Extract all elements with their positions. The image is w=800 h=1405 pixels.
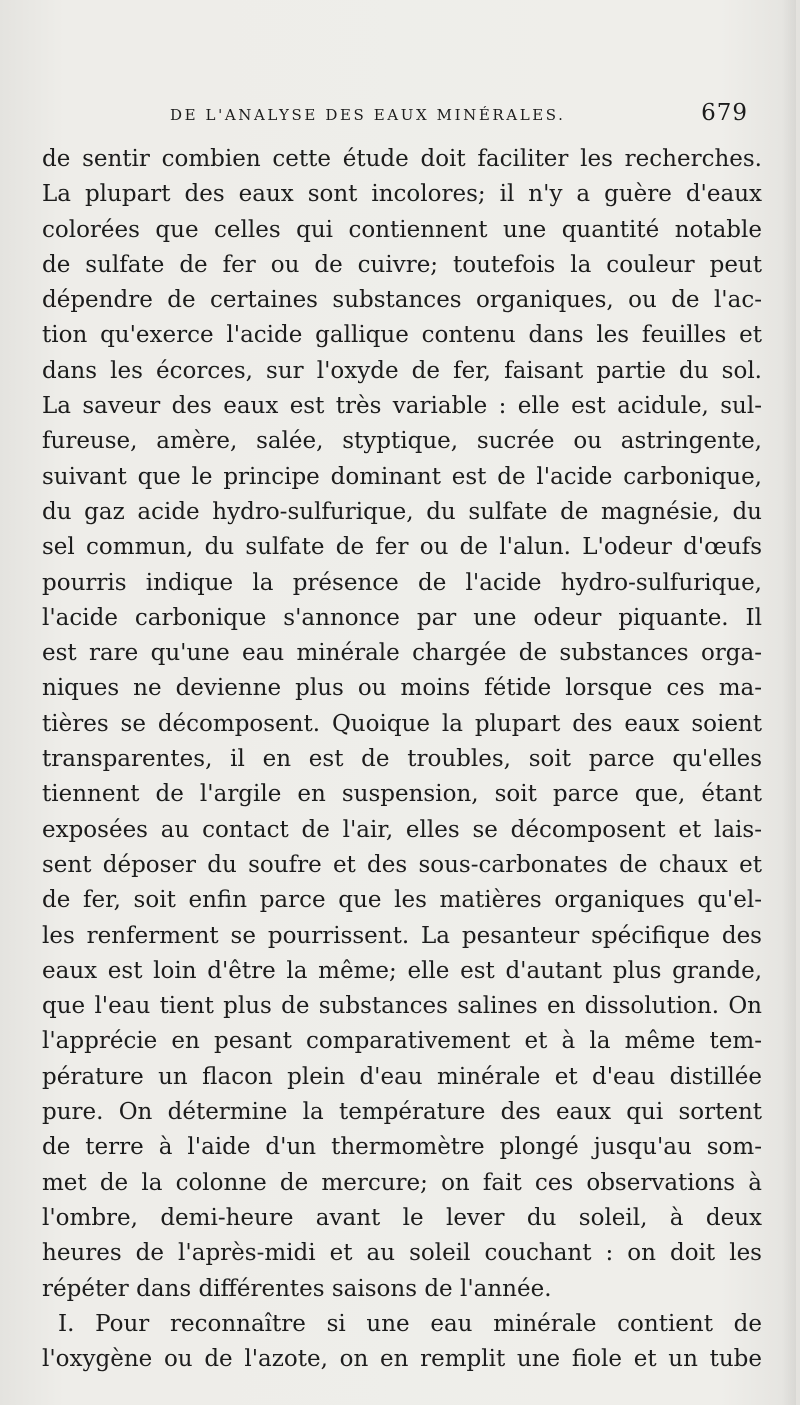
text-line: dans les écorces, sur l'oxyde de fer, faisant partie du sol.	[42, 357, 762, 384]
text-line: pourris indique la présence de l'acide hydro-sulfurique,	[42, 569, 762, 596]
page-number: 679	[701, 100, 748, 126]
text-line: La plupart des eaux sont incolores; il n'y a guère d'eaux	[42, 181, 762, 208]
page-header	[0, 100, 800, 140]
text-line: de sentir combien cette étude doit faciliter les recherches.	[42, 146, 762, 172]
text-line: pure. On détermine la température des eaux qui sortent	[42, 1099, 762, 1126]
text-line: heures de l'après-midi et au soleil couchant : on doit les	[42, 1240, 762, 1267]
text-line: I. Pour reconnaître si une eau minérale contient de	[58, 1310, 762, 1337]
page-edge-shadow	[782, 0, 796, 1405]
text-line: les renferment se pourrissent. La pesanteur spécifique des	[42, 922, 762, 949]
text-line: l'oxygène ou de l'azote, on en remplit une fiole et un tube	[42, 1346, 762, 1373]
text-line: tion qu'exerce l'acide gallique contenu dans les feuilles et	[42, 322, 762, 349]
text-line: de fer, soit enfin parce que les matières organiques qu'el-	[42, 887, 762, 914]
text-line: tières se décomposent. Quoique la plupart des eaux soient	[42, 710, 762, 737]
text-line: que l'eau tient plus de substances salines en dissolution. On	[42, 993, 762, 1020]
text-line: dépendre de certaines substances organiques, ou de l'ac-	[42, 287, 762, 314]
text-line: sent déposer du soufre et des sous-carbonates de chaux et	[42, 851, 762, 878]
text-line: tiennent de l'argile en suspension, soit parce que, étant	[42, 781, 762, 808]
text-line: La saveur des eaux est très variable : elle est acidule, sul-	[42, 393, 762, 420]
text-line: colorées que celles qui contiennent une quantité notable	[42, 216, 762, 243]
text-line: est rare qu'une eau minérale chargée de substances orga-	[42, 640, 762, 667]
text-line: exposées au contact de l'air, elles se décomposent et lais-	[42, 816, 762, 843]
text-line: transparentes, il en est de troubles, soit parce qu'elles	[42, 746, 762, 773]
text-line: l'acide carbonique s'annonce par une odeur piquante. Il	[42, 604, 762, 631]
text-line: répéter dans différentes saisons de l'année.	[42, 1275, 552, 1302]
text-line: fureuse, amère, salée, styptique, sucrée ou astringente,	[42, 428, 762, 455]
text-line: pérature un flacon plein d'eau minérale et d'eau distillée	[42, 1063, 762, 1090]
text-line: l'apprécie en pesant comparativement et à la même tem-	[42, 1028, 762, 1055]
text-line: eaux est loin d'être la même; elle est d'autant plus grande,	[42, 957, 762, 984]
text-line: suivant que le principe dominant est de l'acide carbonique,	[42, 463, 762, 490]
text-line: de sulfate de fer ou de cuivre; toutefois la couleur peut	[42, 251, 762, 278]
text-line: l'ombre, demi-heure avant le lever du soleil, à deux	[42, 1204, 762, 1231]
text-line: du gaz acide hydro-sulfurique, du sulfate de magnésie, du	[42, 498, 762, 525]
text-line: sel commun, du sulfate de fer ou de l'alun. L'odeur d'œufs	[42, 534, 762, 561]
body-text	[42, 142, 762, 1377]
text-line: de terre à l'aide d'un thermomètre plongé jusqu'au som-	[42, 1134, 762, 1161]
text-line: met de la colonne de mercure; on fait ces observations à	[42, 1169, 762, 1196]
text-line: niques ne devienne plus ou moins fétide lorsque ces ma-	[42, 675, 762, 702]
running-head: DE L'ANALYSE DES EAUX MINÉRALES.	[170, 106, 566, 124]
